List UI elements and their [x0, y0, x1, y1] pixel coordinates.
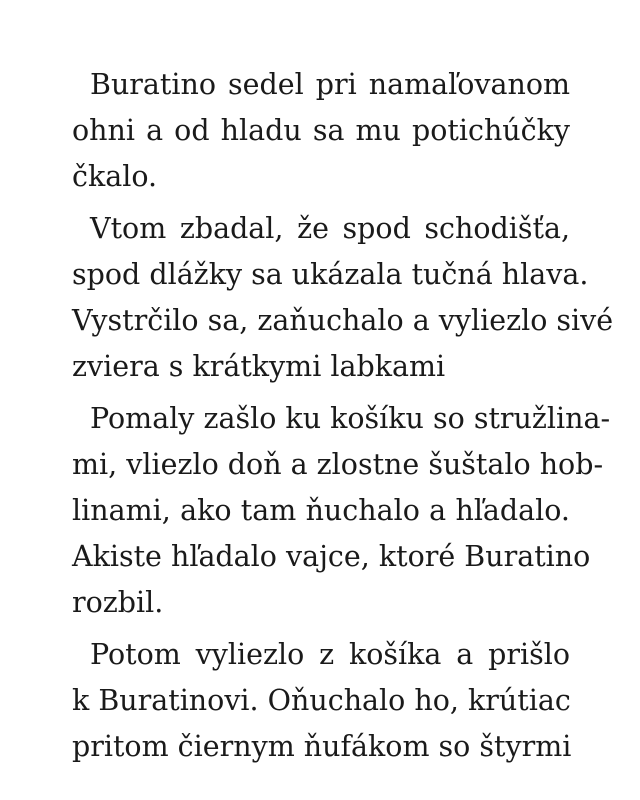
paragraph-4 [72, 632, 570, 770]
text-line: pritom čiernym ňufákom so štyrmi [72, 730, 572, 763]
text-line: zviera s krátkymi labkami [72, 350, 446, 383]
text-line: Pomaly zašlo ku košíku so stružlina- [90, 402, 611, 435]
text-line: ohni a od hladu sa mu potichúčky [72, 114, 570, 147]
text-line: spod dlážky sa ukázala tučná hlava. [72, 258, 589, 291]
text-line: Vystrčilo sa, zaňuchalo a vyliezlo sivé [72, 304, 614, 337]
text-line: k Buratinovi. Oňuchalo ho, krútiac [72, 684, 571, 717]
text-line: mi, vliezlo doň a zlostne šuštalo hob- [72, 448, 604, 481]
text-line: linami, ako tam ňuchalo a hľadalo. [72, 494, 570, 527]
text-line: Buratino sedel pri namaľovanom [90, 68, 570, 101]
text-line: čkalo. [72, 160, 158, 193]
text-line: Akiste hľadalo vajce, ktoré Buratino [72, 540, 591, 573]
text-line: rozbil. [72, 586, 164, 619]
paragraph-1 [72, 62, 570, 200]
paragraph-3 [72, 396, 611, 626]
text-line: Vtom zbadal, že spod schodišťa, [90, 212, 570, 245]
paragraph-2 [72, 206, 614, 390]
book-page [72, 62, 614, 770]
text-line: Potom vyliezlo z košíka a prišlo [90, 638, 570, 671]
